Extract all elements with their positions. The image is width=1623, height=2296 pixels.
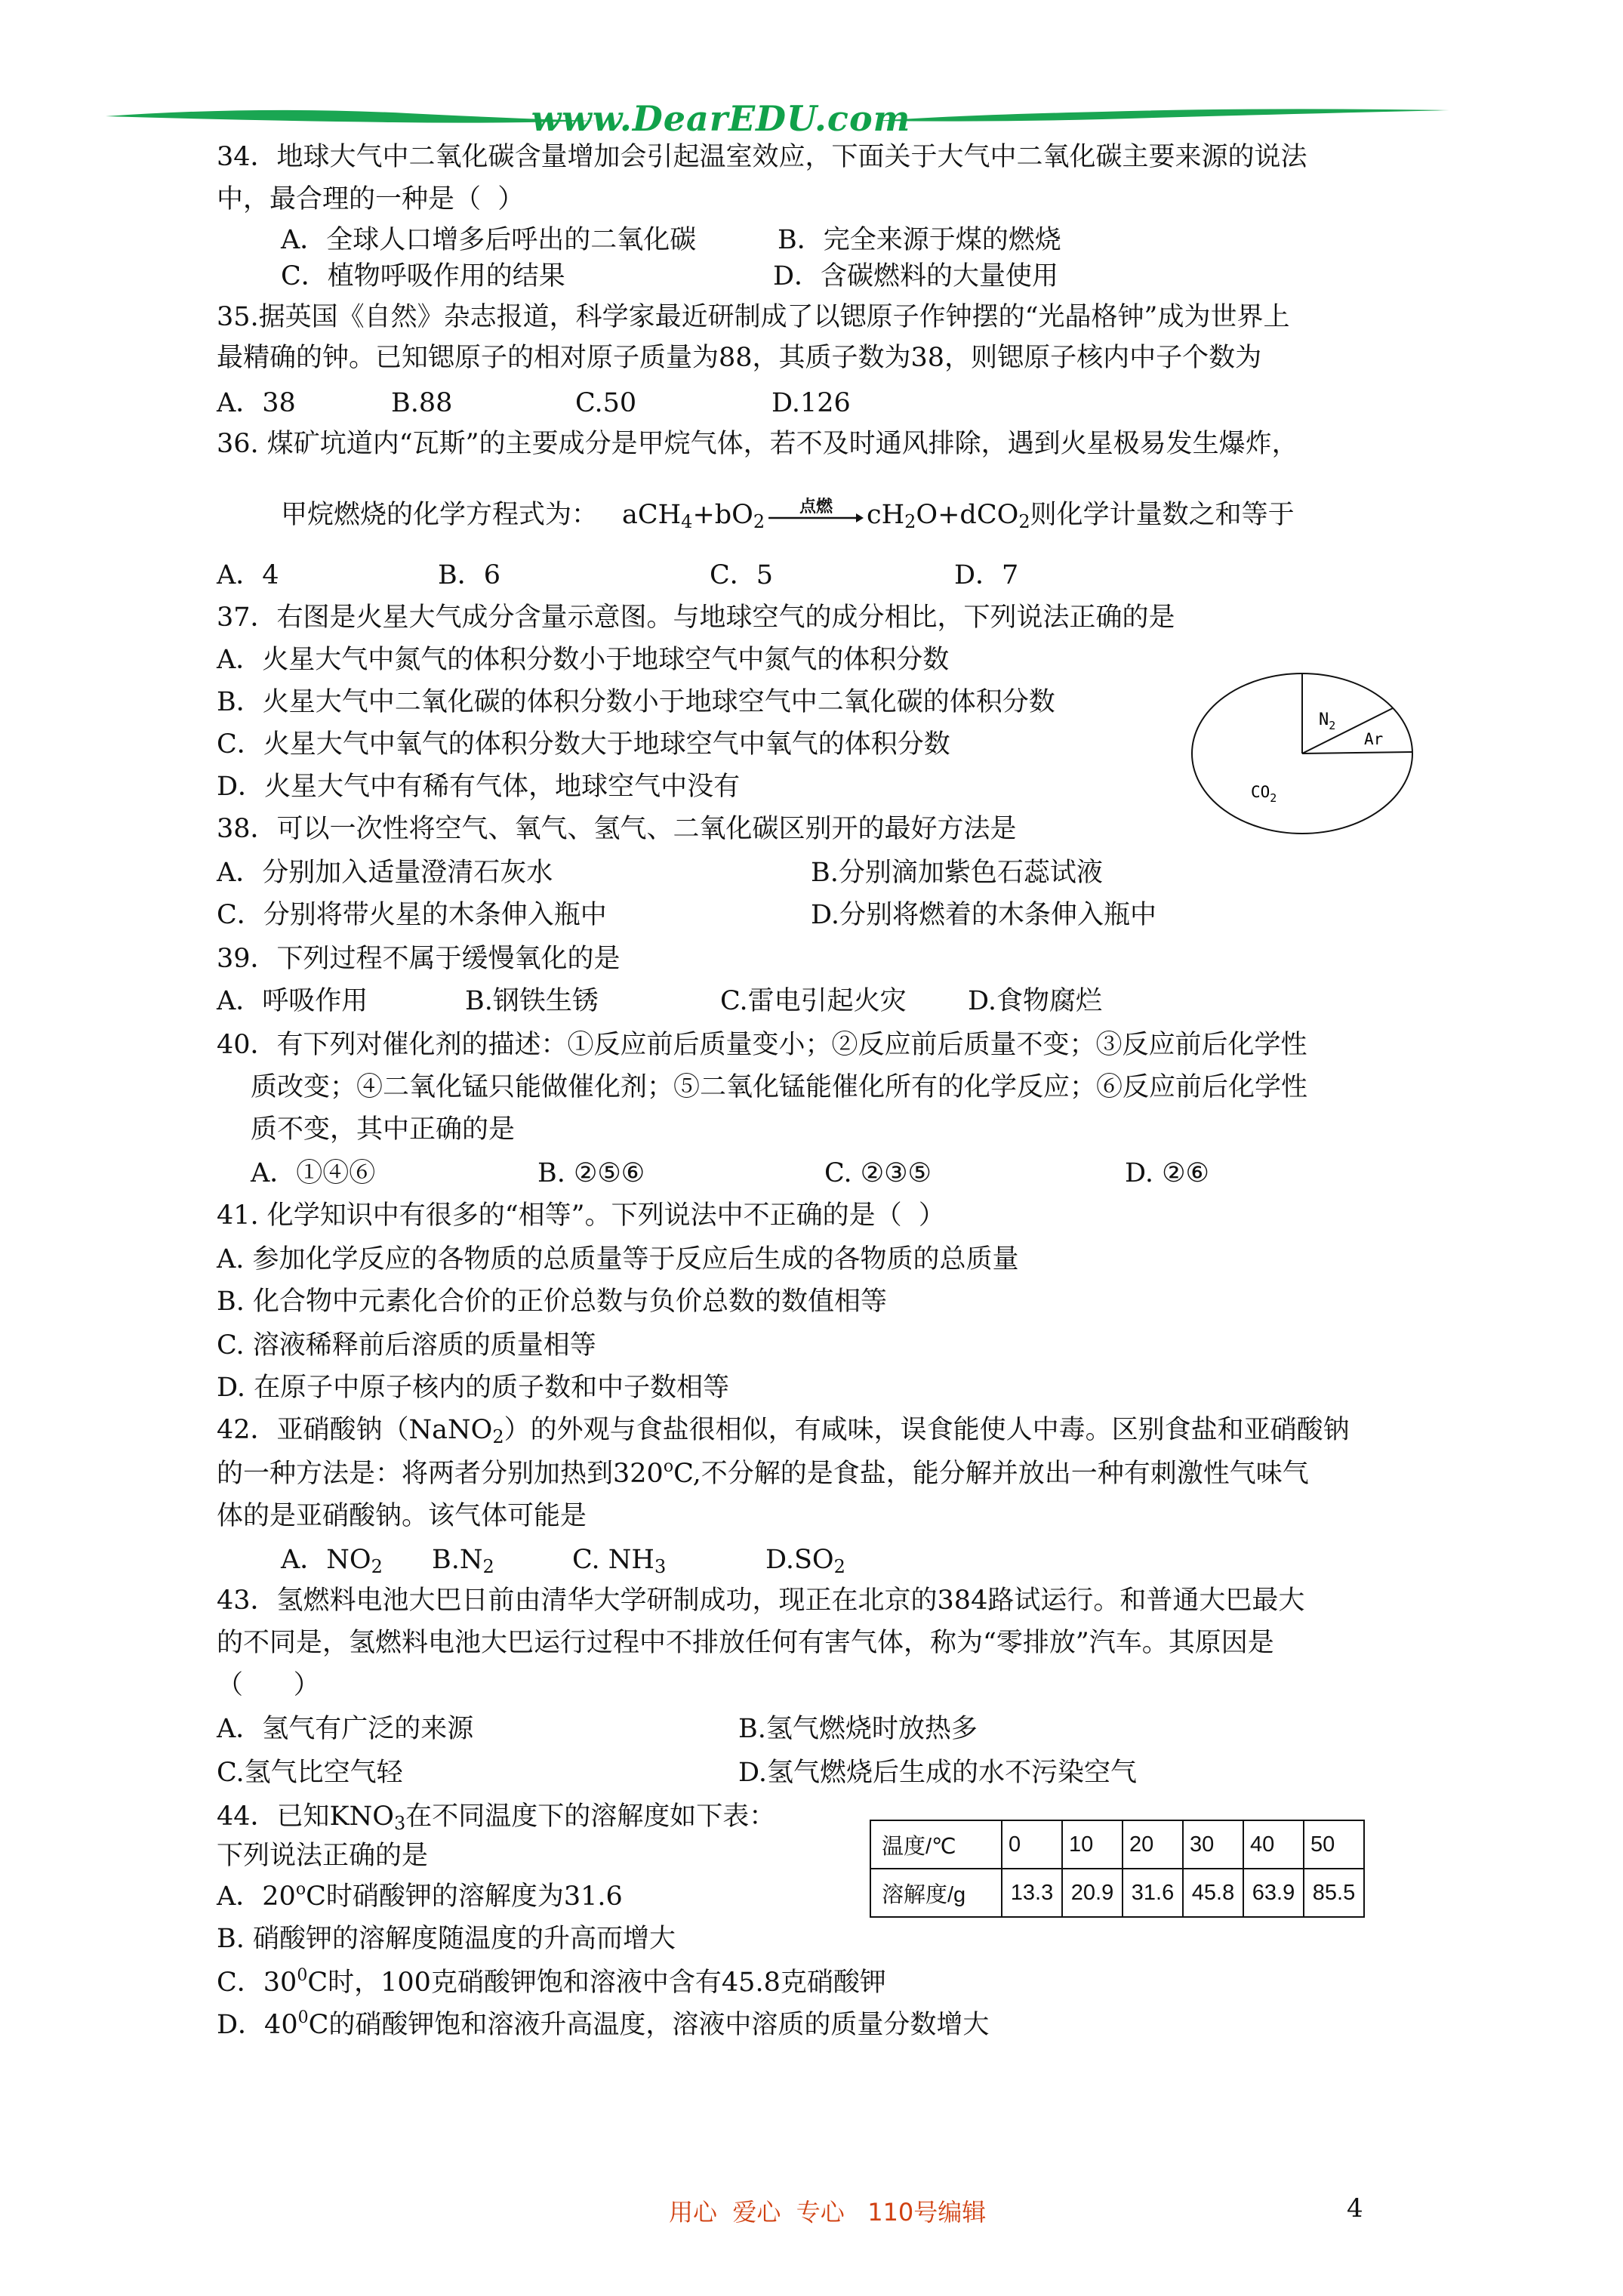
q41-option-b: B. 化合物中元素化合价的正价总数与负价总数的数值相等 [217,1287,887,1317]
q38-option-d: D.分别将燃着的木条伸入瓶中 [811,900,1156,930]
q37-option-c: C．火星大气中氧气的体积分数大于地球空气中氧气的体积分数 [217,729,950,760]
q36-option-d: D．7 [954,560,1019,590]
q37-option-b: B．火星大气中二氧化碳的体积分数小于地球空气中二氧化碳的体积分数 [217,687,1055,717]
page-number: 4 [1347,2193,1363,2224]
q38-option-b: B.分别滴加紫色石蕊试液 [811,858,1103,888]
q37-option-a: A．火星大气中氮气的体积分数小于地球空气中氮气的体积分数 [217,645,950,675]
table-cell: 20.9 [1062,1869,1123,1917]
q41-option-c: C. 溶液稀释前后溶质的质量相等 [217,1330,596,1361]
q42-option-a: A．$NO_2$ [281,1545,383,1577]
q41-option-a: A. 参加化学反应的各物质的总质量等于反应后生成的各物质的总质量 [217,1244,1019,1274]
q40-option-c: C. ②③⑤ [824,1158,932,1188]
q35-line2: 最精确的钟。已知锶原子的相对原子质量为88，其质子数为38，则锶原子核内中子个数为 [217,343,1262,373]
q34-option-b: B．完全来源于煤的燃烧 [778,225,1061,255]
q42-line3: 体的是亚硝酸钠。该气体可能是 [217,1501,587,1531]
q35-option-a: A．38 [217,388,296,418]
q43-line1: 43．氢燃料电池大巴日前由清华大学研制成功，现正在北京的384路试运行。和普通大巴最大 [217,1586,1305,1616]
q36-option-a: A．4 [217,560,279,590]
q35-line1: 35.据英国《自然》杂志报道，科学家最近研制成了以锶原子作钟摆的“光晶格钟”成为世界上 [217,302,1290,332]
q43-option-a: A．氢气有广泛的来源 [217,1714,474,1744]
q36-equation-reactants: $aCH_4+bO_2$ [622,500,765,532]
q44-option-b: B. 硝酸钾的溶解度随温度的升高而增大 [217,1924,676,1954]
q38-option-c: C．分别将带火星的木条伸入瓶中 [217,900,607,930]
reaction-arrow [767,498,865,529]
table-row [870,1820,1364,1869]
table-header-temperature: 温度/℃ [870,1820,1002,1869]
q34-line2: 中，最合理的一种是（ ） [217,184,525,214]
q43-line2: 的不同是，氢燃料电池大巴运行过程中不排放任何有害气体，称为“零排放”汽车。其原因是 [217,1628,1274,1658]
q44-option-a: A．20$^o$C时硝酸钾的溶解度为31.6 [217,1880,623,1912]
reaction-condition-label: 点燃 [799,498,833,516]
q44-line2: 下列说法正确的是 [217,1841,429,1871]
q35-option-c: C.50 [575,388,637,418]
q39-option-d: D.食物腐烂 [968,986,1102,1016]
table-cell: 45.8 [1183,1869,1243,1917]
q44-option-d: D．$40^0C$的硝酸钾饱和溶液升高温度，溶液中溶质的质量分数增大 [217,2008,990,2040]
table-row [870,1869,1364,1917]
pie-label-ar: Ar [1364,730,1384,748]
solubility-table [870,1820,1365,1918]
q40-option-b: B. ②⑤⑥ [537,1158,645,1188]
table-cell: 20 [1123,1820,1183,1869]
q41-option-d: D. 在原子中原子核内的质子数和中子数相等 [217,1373,730,1403]
arrow-right-icon [767,498,865,529]
q36-line1: 36. 煤矿坑道内“瓦斯”的主要成分是甲烷气体，若不及时通风排除，遇到火星极易发生爆炸， [217,429,1298,459]
q36-equation-prefix: 甲烷燃烧的化学方程式为： [281,500,599,530]
header-logo [106,98,1336,143]
q44-option-c: C．$30^0C$时，100克硝酸钾饱和溶液中含有45.8克硝酸钾 [217,1966,886,1998]
q42-option-b: $B.N_2$ [432,1545,494,1577]
q35-option-b: B.88 [391,388,453,418]
q40-option-a: A．①④⑥ [251,1158,376,1188]
site-logo-text: www.DearEDU.com [531,98,911,139]
table-cell: 10 [1062,1820,1123,1869]
q35-option-d: D.126 [771,388,851,418]
q40-option-d: D. ②⑥ [1125,1158,1209,1188]
mars-atmosphere-pie-diagram [1189,670,1415,837]
table-cell: 13.3 [1002,1869,1062,1917]
q43-option-c: C.氢气比空气轻 [217,1758,403,1788]
pie-divider-lower [1302,752,1412,754]
q36-option-c: C．5 [710,560,774,590]
q42-line1: 42．亚硝酸钠（NaNO$_2$）的外观与食盐很相似，有咸味，误食能使人中毒。区别食盐和亚硝酸钠 [217,1415,1350,1447]
pie-label-n2: $N_2$ [1319,710,1336,732]
table-cell: 50 [1304,1820,1364,1869]
q34-option-c: C．植物呼吸作用的结果 [281,261,565,291]
q39-option-b: B.钢铁生锈 [465,986,599,1016]
q36-option-b: B．6 [438,560,500,590]
q43-line3: （ ） [217,1670,320,1700]
table-header-solubility: 溶解度/g [870,1869,1002,1917]
q42-option-c: C. $NH_3$ [572,1545,667,1577]
q42-line2: 的一种方法是：将两者分别加热到320$^o$C,不分解的是食盐，能分解并放出一种有刺激性气味气 [217,1457,1309,1489]
q36-equation-products: $cH_2O+dCO_2$则化学计量数之和等于 [867,500,1295,532]
q34-option-d: D．含碳燃料的大量使用 [773,261,1059,291]
q40-line3: 质不变，其中正确的是 [251,1114,516,1145]
q40-line1: 40．有下列对催化剂的描述：①反应前后质量变小；②反应前后质量不变；③反应前后化学性 [217,1030,1307,1060]
q43-option-d: D.氢气燃烧后生成的水不污染空气 [738,1758,1137,1788]
q39-option-c: C.雷电引起火灾 [720,986,907,1016]
q43-option-b: B.氢气燃烧时放热多 [738,1714,978,1744]
q41-line1: 41. 化学知识中有很多的“相等”。下列说法中不正确的是（ ） [217,1200,945,1231]
q34-line1: 34．地球大气中二氧化碳含量增加会引起温室效应，下面关于大气中二氧化碳主要来源的说法 [217,142,1307,172]
table-cell: 0 [1002,1820,1062,1869]
q37-option-d: D．火星大气中有稀有气体，地球空气中没有 [217,772,741,802]
table-cell: 40 [1243,1820,1304,1869]
footer-text: 用心 爱心 专心 110号编辑 [669,2198,987,2227]
q38-option-a: A．分别加入适量澄清石灰水 [217,858,553,888]
table-cell: 30 [1183,1820,1243,1869]
q42-option-d: $D.SO_2$ [765,1545,845,1577]
q40-line2: 质改变；④二氧化锰只能做催化剂；⑤二氧化锰能催化所有的化学反应；⑥反应前后化学性 [251,1072,1308,1102]
q38-line1: 38．可以一次性将空气、氧气、氢气、二氧化碳区别开的最好方法是 [217,814,1017,844]
table-cell: 31.6 [1123,1869,1183,1917]
table-cell: 85.5 [1304,1869,1364,1917]
q34-option-a: A．全球人口增多后呼出的二氧化碳 [281,225,697,255]
q37-line1: 37．右图是火星大气成分含量示意图。与地球空气的成分相比，下列说法正确的是 [217,603,1175,633]
q39-line1: 39．下列过程不属于缓慢氧化的是 [217,944,621,974]
pie-label-co2: $CO_2$ [1251,783,1277,805]
q44-line1: 44．已知$KNO_3$在不同温度下的溶解度如下表： [217,1801,776,1834]
q39-option-a: A．呼吸作用 [217,986,368,1016]
table-cell: 63.9 [1243,1869,1304,1917]
